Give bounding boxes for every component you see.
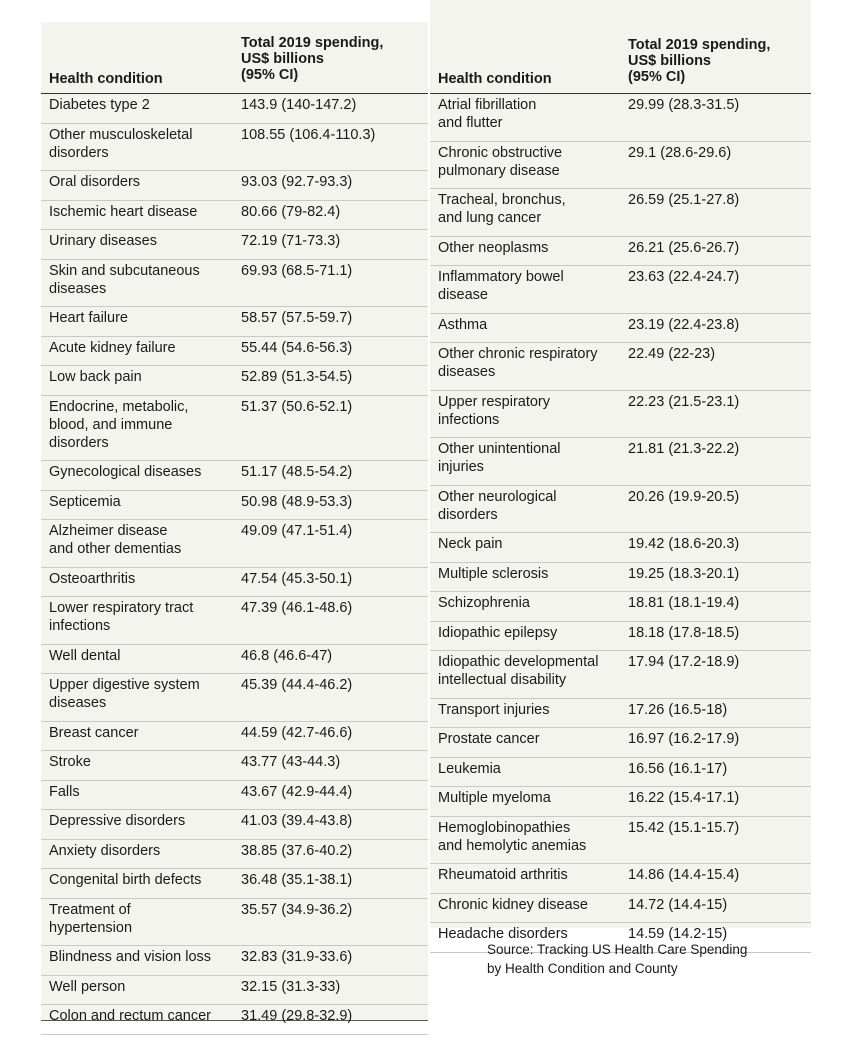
table-row — [41, 810, 428, 840]
spending-cell: 15.42 (15.1-15.7) — [628, 819, 740, 836]
spending-cell: 47.54 (45.3-50.1) — [241, 570, 353, 587]
spending-cell: 72.19 (71-73.3) — [241, 233, 341, 249]
condition-cell: Rheumatoid arthritis — [438, 867, 568, 883]
table-row — [41, 366, 428, 396]
condition-cell: Colon and rectum cancer — [49, 1008, 211, 1024]
table-row — [430, 343, 811, 391]
table-row — [41, 94, 428, 124]
spending-cell: 31.49 (29.8-32.9) — [241, 1008, 353, 1024]
condition-cell: Well dental — [49, 647, 121, 664]
table-row — [41, 869, 428, 899]
spending-cell: 14.59 (14.2-15) — [628, 926, 728, 942]
condition-cell: Chronic kidney disease — [438, 896, 588, 913]
spending-cell: 21.81 (21.3-22.2) — [628, 441, 740, 457]
table-row — [41, 201, 428, 231]
table-row — [430, 314, 811, 344]
table-row — [430, 651, 811, 699]
condition-cell: Other neoplasms — [438, 239, 549, 256]
condition-cell: Asthma — [438, 316, 488, 333]
condition-cell: Idiopathic developmental intellectual disability — [438, 654, 599, 688]
table-row — [430, 864, 811, 894]
spending-cell: 69.93 (68.5-71.1) — [241, 262, 353, 279]
condition-cell: Stroke — [49, 754, 91, 770]
condition-cell: Headache disorders — [438, 926, 568, 942]
spending-cell: 50.98 (48.9-53.3) — [241, 493, 353, 510]
table-row — [41, 307, 428, 337]
condition-cell: Schizophrenia — [438, 595, 530, 611]
table-row — [430, 758, 811, 788]
condition-cell: Congenital birth defects — [49, 872, 202, 888]
table-row — [41, 568, 428, 598]
table-row — [41, 899, 428, 947]
table-row — [430, 563, 811, 593]
table-row — [430, 699, 811, 729]
condition-cell: Atrial fibrillation and flutter — [438, 97, 537, 131]
spending-cell: 143.9 (140-147.2) — [241, 97, 357, 113]
spending-cell: 52.89 (51.3-54.5) — [241, 369, 353, 385]
table-row — [41, 597, 428, 645]
spending-cell: 20.26 (19.9-20.5) — [628, 488, 740, 505]
table-row — [430, 533, 811, 563]
table-row — [430, 142, 811, 190]
spending-cell: 46.8 (46.6-47) — [241, 647, 333, 664]
spending-cell: 38.85 (37.6-40.2) — [241, 842, 353, 859]
condition-cell: Well person — [49, 978, 126, 995]
table-row — [430, 391, 811, 439]
spending-cell: 14.86 (14.4-15.4) — [628, 867, 740, 883]
table-row — [41, 946, 428, 976]
table-row — [41, 124, 428, 172]
condition-cell: Other musculoskeletal disorders — [49, 126, 193, 161]
table-row — [41, 1005, 428, 1035]
condition-cell: Depressive disorders — [49, 813, 186, 829]
table-row — [430, 787, 811, 817]
condition-cell: Ischemic heart disease — [49, 203, 198, 220]
table-row — [430, 817, 811, 865]
spending-cell: 23.63 (22.4-24.7) — [628, 269, 740, 285]
condition-cell: Tracheal, bronchus, and lung cancer — [438, 192, 566, 226]
spending-cell: 19.42 (18.6-20.3) — [628, 536, 740, 552]
condition-cell: Septicemia — [49, 493, 121, 510]
condition-cell: Endocrine, metabolic, blood, and immune disorders — [49, 398, 189, 451]
condition-cell: Idiopathic epilepsy — [438, 624, 558, 641]
condition-cell: Neck pain — [438, 536, 503, 552]
table-row — [41, 461, 428, 491]
condition-cell: Alzheimer disease and other dementias — [49, 523, 182, 557]
spending-cell: 22.23 (21.5-23.1) — [628, 393, 740, 410]
condition-cell: Gynecological diseases — [49, 464, 202, 480]
spending-cell: 55.44 (54.6-56.3) — [241, 339, 353, 356]
condition-cell: Leukemia — [438, 760, 501, 777]
condition-cell: Upper respiratory infections — [438, 393, 551, 428]
table-row — [430, 237, 811, 267]
spending-cell: 47.39 (46.1-48.6) — [241, 600, 353, 616]
condition-cell: Acute kidney failure — [49, 339, 176, 356]
spending-cell: 41.03 (39.4-43.8) — [241, 813, 353, 829]
spending-cell: 18.81 (18.1-19.4) — [628, 595, 740, 611]
spending-cell: 80.66 (79-82.4) — [241, 203, 341, 220]
left-spending-header: Total 2019 spending, US$ billions (95% CI) — [241, 35, 384, 83]
spending-cell: 19.25 (18.3-20.1) — [628, 565, 740, 582]
table-row — [430, 592, 811, 622]
spending-cell: 51.17 (48.5-54.2) — [241, 464, 353, 480]
table-row — [430, 486, 811, 534]
condition-cell: Falls — [49, 783, 80, 800]
spending-cell: 16.97 (16.2-17.9) — [628, 731, 740, 747]
table-row — [41, 230, 428, 260]
condition-cell: Urinary diseases — [49, 233, 157, 249]
table-row — [41, 751, 428, 781]
condition-cell: Transport injuries — [438, 701, 550, 718]
condition-cell: Chronic obstructive pulmonary disease — [438, 144, 563, 179]
condition-cell: Blindness and vision loss — [49, 949, 212, 965]
condition-cell: Oral disorders — [49, 174, 141, 190]
spending-cell: 17.26 (16.5-18) — [628, 701, 728, 718]
spending-cell: 35.57 (34.9-36.2) — [241, 901, 353, 918]
table-row — [41, 520, 428, 568]
spending-cell: 32.83 (31.9-33.6) — [241, 949, 353, 965]
spending-cell: 22.49 (22-23) — [628, 346, 716, 362]
spending-cell: 43.77 (43-44.3) — [241, 754, 341, 770]
spending-cell: 45.39 (44.4-46.2) — [241, 677, 353, 693]
spending-cell: 26.59 (25.1-27.8) — [628, 192, 740, 208]
table-row — [41, 337, 428, 367]
table-row — [430, 189, 811, 237]
spending-cell: 36.48 (35.1-38.1) — [241, 872, 353, 888]
condition-cell: Lower respiratory tract infections — [49, 600, 194, 634]
table-row — [430, 622, 811, 652]
table-row — [41, 491, 428, 521]
spending-cell: 16.56 (16.1-17) — [628, 760, 728, 777]
spending-cell: 23.19 (22.4-23.8) — [628, 316, 740, 333]
table-row — [430, 94, 811, 142]
spending-cell: 108.55 (106.4-110.3) — [241, 126, 376, 143]
condition-cell: Other chronic respiratory diseases — [438, 346, 598, 380]
spending-cell: 18.18 (17.8-18.5) — [628, 624, 740, 641]
spending-cell: 44.59 (42.7-46.6) — [241, 724, 353, 741]
condition-cell: Hemoglobinopathies and hemolytic anemias — [438, 819, 587, 854]
spending-cell: 51.37 (50.6-52.1) — [241, 398, 353, 415]
condition-cell: Other neurological disorders — [438, 488, 557, 523]
right-condition-header: Health condition — [438, 71, 552, 87]
condition-cell: Breast cancer — [49, 724, 139, 741]
table-row — [41, 260, 428, 308]
table-row — [41, 976, 428, 1006]
condition-cell: Inflammatory bowel disease — [438, 269, 564, 303]
table-row — [430, 728, 811, 758]
condition-cell: Multiple myeloma — [438, 790, 551, 806]
table-row — [41, 781, 428, 811]
spending-cell: 29.99 (28.3-31.5) — [628, 97, 740, 113]
condition-cell: Multiple sclerosis — [438, 565, 549, 582]
condition-cell: Osteoarthritis — [49, 570, 136, 587]
condition-cell: Upper digestive system diseases — [49, 677, 200, 711]
table-row — [430, 438, 811, 486]
spending-cell: 29.1 (28.6-29.6) — [628, 144, 732, 161]
condition-cell: Treatment of hypertension — [49, 901, 133, 936]
table-row — [41, 645, 428, 675]
table-row — [41, 396, 428, 462]
condition-cell: Low back pain — [49, 369, 142, 385]
spending-cell: 49.09 (47.1-51.4) — [241, 523, 353, 539]
spending-cell: 14.72 (14.4-15) — [628, 896, 728, 913]
spending-cell: 17.94 (17.2-18.9) — [628, 654, 740, 670]
spending-cell: 26.21 (25.6-26.7) — [628, 239, 740, 256]
condition-cell: Prostate cancer — [438, 731, 540, 747]
left-condition-header: Health condition — [49, 71, 163, 87]
table-row — [41, 840, 428, 870]
condition-cell: Other unintentional injuries — [438, 441, 561, 475]
table-row — [430, 266, 811, 314]
source-note: Source: Tracking US Health Care Spending by Health Condition and County — [487, 942, 748, 976]
spending-cell: 58.57 (57.5-59.7) — [241, 310, 353, 326]
spending-cell: 32.15 (31.3-33) — [241, 978, 341, 995]
table-row — [430, 894, 811, 924]
table-row — [41, 171, 428, 201]
condition-cell: Heart failure — [49, 310, 128, 326]
spending-cell: 93.03 (92.7-93.3) — [241, 174, 353, 190]
condition-cell: Anxiety disorders — [49, 842, 161, 859]
table-row — [41, 674, 428, 722]
spending-cell: 43.67 (42.9-44.4) — [241, 783, 353, 800]
right-spending-header: Total 2019 spending, US$ billions (95% CI) — [628, 37, 771, 85]
condition-cell: Skin and subcutaneous diseases — [49, 262, 200, 297]
table-row — [41, 722, 428, 752]
condition-cell: Diabetes type 2 — [49, 97, 150, 113]
spending-cell: 16.22 (15.4-17.1) — [628, 790, 740, 806]
